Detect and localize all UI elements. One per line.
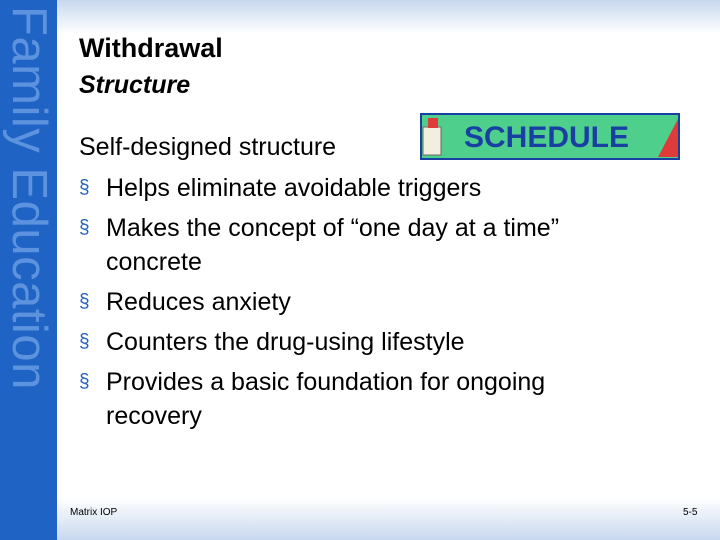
list-item: [79, 325, 639, 359]
sidebar-watermark-text: Family Education: [2, 6, 56, 390]
lead-text: Self-designed structure: [79, 133, 337, 161]
list-item: [79, 211, 639, 279]
bullet-icon: §: [79, 371, 90, 392]
bullet-icon: §: [79, 331, 90, 352]
bullet-icon: §: [79, 217, 90, 238]
slide-subtitle: Structure: [79, 71, 191, 99]
sidebar-band: [0, 0, 57, 540]
bullet-text: Makes the concept of “one day at a time” concrete: [106, 214, 560, 276]
bullet-icon: §: [79, 291, 90, 312]
schedule-clipart-pin: [428, 118, 438, 128]
bullet-text: Counters the drug-using lifestyle: [106, 328, 465, 356]
top-gradient-bar: [57, 0, 720, 34]
bullet-text: Provides a basic foundation for ongoing recovery: [106, 368, 546, 430]
list-item: [79, 171, 639, 205]
footer-label: Matrix IOP: [70, 507, 118, 518]
page-number: 5-5: [683, 507, 698, 518]
bullet-icon: §: [79, 177, 90, 198]
bullet-list: [79, 171, 639, 439]
list-item: [79, 365, 639, 433]
list-item: [79, 285, 639, 319]
bottom-gradient-bar: [57, 498, 720, 540]
schedule-clipart-label: SCHEDULE: [464, 121, 630, 154]
bullet-text: Helps eliminate avoidable triggers: [106, 174, 482, 202]
slide-title: Withdrawal: [79, 33, 223, 63]
bullet-text: Reduces anxiety: [106, 288, 291, 316]
schedule-clipart-calendar: [423, 127, 441, 155]
schedule-clipart: [420, 113, 680, 160]
